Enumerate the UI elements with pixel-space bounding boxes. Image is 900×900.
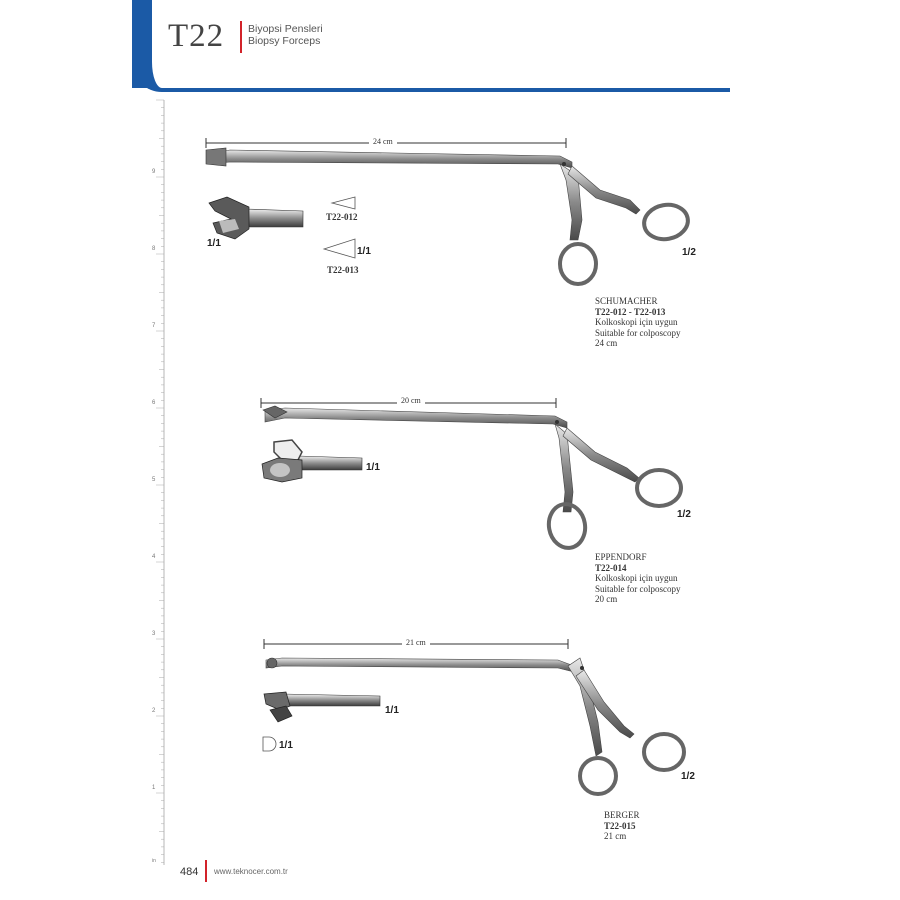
ruler-label: 9 xyxy=(152,169,156,175)
scale-label: 1/1 xyxy=(279,740,293,751)
measurement-ruler xyxy=(140,100,166,865)
product-note-tr: Kolkoskopi için uygun xyxy=(595,573,678,583)
ruler-label: 4 xyxy=(152,554,156,560)
ruler-label: in xyxy=(152,858,156,864)
ruler-label: 7 xyxy=(152,323,156,329)
product-size: 24 cm xyxy=(595,338,618,348)
scale-label: 1/1 xyxy=(207,238,221,249)
page-number: 484 xyxy=(180,866,199,878)
product-name: SCHUMACHER xyxy=(595,296,658,306)
tip-code: T22-013 xyxy=(327,265,359,275)
header-rule xyxy=(180,88,730,92)
product-codes: T22-014 xyxy=(595,562,627,573)
schumacher-tip-detail-image xyxy=(205,193,305,243)
ruler-label: 1 xyxy=(152,785,156,791)
tip-profile-icon-small xyxy=(330,196,360,210)
dimension-label: 24 cm xyxy=(369,137,397,146)
dimension-label: 20 cm xyxy=(397,396,425,405)
product-codes: T22-012 - T22-013 xyxy=(595,306,666,317)
product-size: 21 cm xyxy=(604,831,627,841)
product-note-en: Suitable for colposcopy xyxy=(595,583,681,594)
scale-label: 1/1 xyxy=(366,462,380,473)
footer-divider xyxy=(205,860,207,882)
section-title-tr: Biyopsi Pensleri xyxy=(248,23,323,35)
section-title xyxy=(248,23,323,47)
tip-code: T22-012 xyxy=(326,212,358,222)
product-name: BERGER xyxy=(604,810,640,820)
product-codes: T22-015 xyxy=(604,820,636,831)
catalog-code: T22 xyxy=(168,18,225,54)
website-link[interactable]: www.teknocer.com.tr xyxy=(214,867,288,876)
ruler-label: 2 xyxy=(152,708,156,714)
berger-forceps-image xyxy=(258,652,698,802)
scale-label: 1/2 xyxy=(682,247,696,258)
scale-label: 1/2 xyxy=(677,509,691,520)
header-divider xyxy=(240,21,242,53)
scale-label: 1/1 xyxy=(385,705,399,716)
product-note-en: Suitable for colposcopy xyxy=(595,327,681,338)
product-note-tr: Kolkoskopi için uygun xyxy=(595,317,678,327)
tip-profile-icon-large xyxy=(322,237,358,259)
dimension-label: 21 cm xyxy=(402,638,430,647)
product-size: 20 cm xyxy=(595,594,618,604)
product-caption-berger xyxy=(604,810,640,842)
scale-label: 1/1 xyxy=(357,246,371,257)
ruler-label: 8 xyxy=(152,246,156,252)
berger-tip-detail-image xyxy=(260,688,384,726)
scale-label: 1/2 xyxy=(681,771,695,782)
ruler-label: 6 xyxy=(152,400,156,406)
tip-profile-icon-round xyxy=(260,735,278,753)
product-caption-schumacher xyxy=(595,296,680,349)
eppendorf-tip-detail-image xyxy=(258,438,368,486)
product-caption-eppendorf xyxy=(595,552,680,605)
section-title-en: Biopsy Forceps xyxy=(248,35,321,47)
ruler-label: 5 xyxy=(152,477,156,483)
product-name: EPPENDORF xyxy=(595,552,647,562)
ruler-label: 3 xyxy=(152,631,156,637)
